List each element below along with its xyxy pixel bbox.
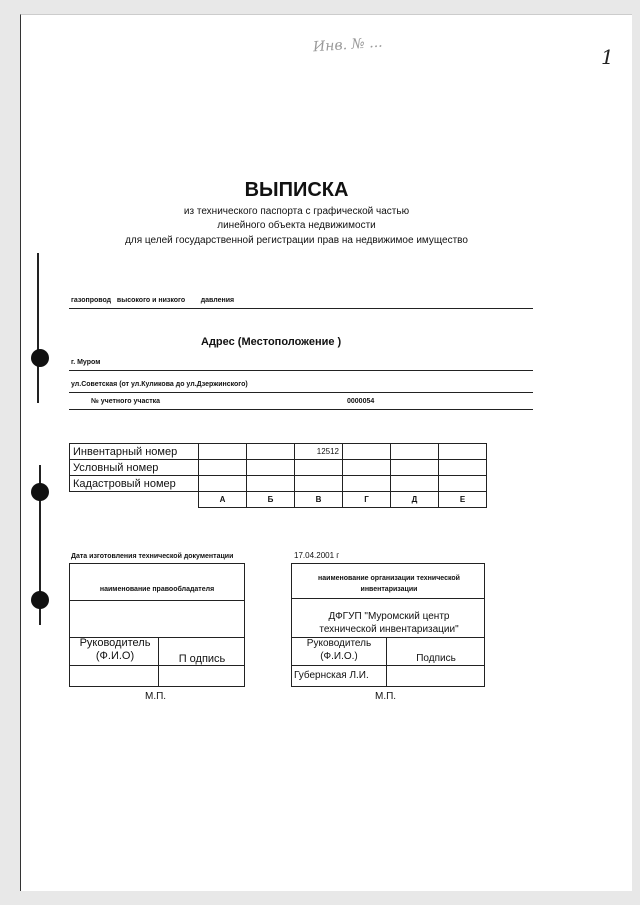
doc-date-value: 17.04.2001 г xyxy=(294,551,340,560)
numbers-cell xyxy=(199,476,247,492)
rightholder-box xyxy=(69,563,245,687)
inventory-org-divider xyxy=(292,598,484,599)
numbers-cell xyxy=(343,460,391,476)
rightholder-head-label: Руководитель (Ф.И.О) xyxy=(79,637,151,662)
inventory-org-name: ДФГУП "Муромский центр технической инвентаризации" xyxy=(319,611,459,635)
numbers-cell xyxy=(295,460,343,476)
inventory-org-box xyxy=(291,563,485,687)
document-page xyxy=(20,14,632,891)
numbers-cell: 12512 xyxy=(295,444,343,460)
subtitle-line-1: из технического паспорта с графической частью xyxy=(183,206,410,217)
numbers-row xyxy=(70,444,487,460)
address-heading: Адрес (Местоположение ) xyxy=(201,336,342,348)
object-name: газопровод высокого и низкого давления xyxy=(71,297,235,304)
numbers-cell xyxy=(199,460,247,476)
numbers-cell xyxy=(343,476,391,492)
numbers-cell xyxy=(391,444,439,460)
column-letter: Д xyxy=(391,492,439,508)
binder-hole-3 xyxy=(31,591,49,609)
numbers-cell xyxy=(247,476,295,492)
address-city: г. Муром xyxy=(71,359,101,366)
numbers-cell xyxy=(247,444,295,460)
rightholder-sign-bottom xyxy=(70,665,244,666)
object-underline xyxy=(69,308,533,309)
subtitle-line-3: для целей государственной регистрации прав на недвижимое имущество xyxy=(125,235,468,246)
inventory-stamp-label: М.П. xyxy=(375,691,397,702)
numbers-row xyxy=(70,476,487,492)
address-street: ул.Советская (от ул.Куликова до ул.Дзержинского) xyxy=(71,381,248,388)
column-letter: Б xyxy=(247,492,295,508)
doc-date-label: Дата изготовления технической документации xyxy=(71,553,234,560)
plot-value: 0000054 xyxy=(347,398,375,405)
plot-underline xyxy=(69,409,533,410)
subtitle-line-2: линейного объекта недвижимости xyxy=(217,220,376,231)
document-title: ВЫПИСКА xyxy=(244,179,349,201)
inventory-sign-bottom xyxy=(292,665,484,666)
rightholder-divider xyxy=(70,600,244,601)
letters-spacer xyxy=(70,492,199,508)
column-letter: В xyxy=(295,492,343,508)
inventory-head-name: Губернская Л.И. xyxy=(294,670,369,681)
column-letter: Е xyxy=(439,492,487,508)
rightholder-stamp-label: М.П. xyxy=(145,691,167,702)
street-underline xyxy=(69,392,533,393)
numbers-row-label: Инвентарный номер xyxy=(70,444,199,460)
numbers-cell xyxy=(391,476,439,492)
letters-row xyxy=(70,492,487,508)
binder-line-top xyxy=(37,253,39,403)
binder-hole-2 xyxy=(31,483,49,501)
handwritten-page-number: 1 xyxy=(601,45,614,69)
numbers-cell xyxy=(391,460,439,476)
numbers-cell xyxy=(439,460,487,476)
inventory-org-title: наименование организации технической инвентаризации xyxy=(318,575,460,593)
numbers-cell xyxy=(247,460,295,476)
numbers-cell xyxy=(343,444,391,460)
numbers-row-label: Кадастровый номер xyxy=(70,476,199,492)
rightholder-title: наименование правообладателя xyxy=(99,586,215,593)
rightholder-col-divider xyxy=(158,637,159,686)
numbers-row xyxy=(70,460,487,476)
numbers-cell xyxy=(439,476,487,492)
numbers-table xyxy=(69,443,487,508)
column-letter: Г xyxy=(343,492,391,508)
numbers-cell xyxy=(199,444,247,460)
inventory-sign-label: Подпись xyxy=(416,653,456,664)
column-letter: А xyxy=(199,492,247,508)
plot-label: № учетного участка xyxy=(91,398,161,405)
handwritten-inventory-note: Инв. № ... xyxy=(312,34,384,56)
inventory-col-divider xyxy=(386,637,387,686)
numbers-cell xyxy=(439,444,487,460)
rightholder-sign-label: П одпись xyxy=(178,653,226,665)
binder-hole-1 xyxy=(31,349,49,367)
numbers-cell xyxy=(295,476,343,492)
numbers-row-label: Условный номер xyxy=(70,460,199,476)
inventory-head-label: Руководитель (Ф.И.О.) xyxy=(306,638,372,662)
city-underline xyxy=(69,370,533,371)
